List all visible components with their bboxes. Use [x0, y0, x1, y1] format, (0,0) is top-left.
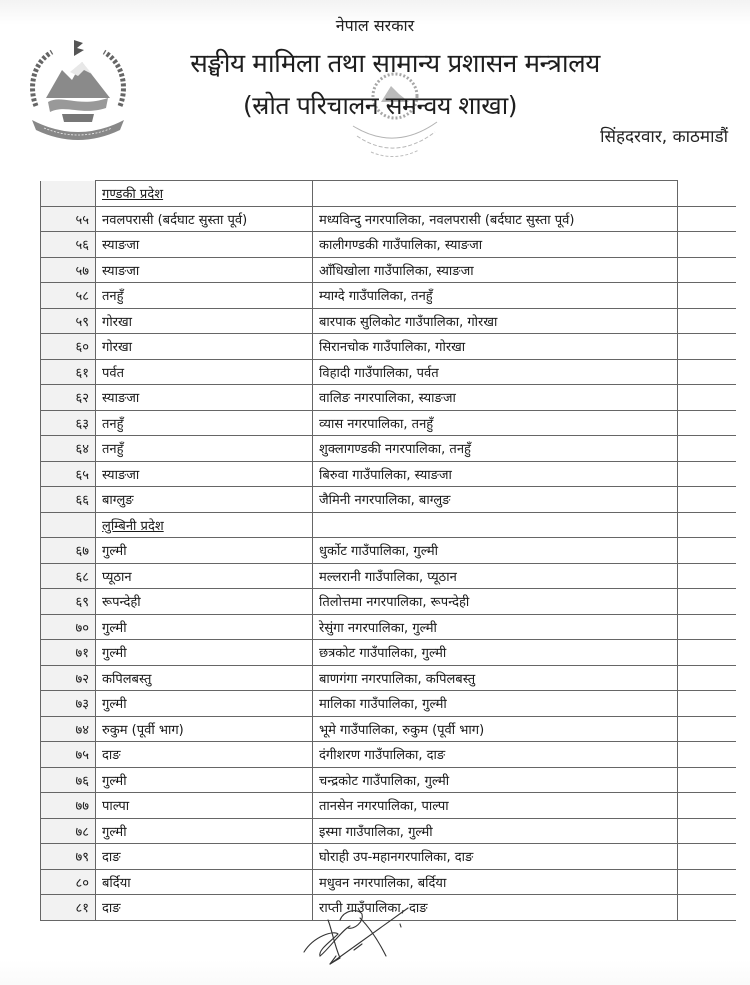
local-levels-table — [40, 180, 736, 921]
table-row — [41, 665, 736, 691]
province-header-row — [41, 512, 736, 538]
government-title: नेपाल सरकार — [335, 16, 415, 35]
table-row — [41, 410, 736, 436]
serial-number: ६६ — [41, 487, 96, 513]
local-level-name: रेसुंगा नगरपालिका, गुल्मी — [313, 614, 678, 640]
remarks-cell — [678, 461, 736, 487]
remarks-cell — [678, 767, 736, 793]
table-row — [41, 563, 736, 589]
table-row — [41, 487, 736, 513]
serial-number: ६१ — [41, 359, 96, 385]
district-name: गुल्मी — [96, 538, 313, 564]
serial-number: ६३ — [41, 410, 96, 436]
remarks-cell — [678, 512, 736, 538]
table-row — [41, 232, 736, 258]
district-name: गोरखा — [96, 334, 313, 360]
district-name: प्यूठान — [96, 563, 313, 589]
local-level-name: राप्ती गाउँपालिका, दाङ — [313, 895, 678, 921]
remarks-cell — [678, 895, 736, 921]
remarks-cell — [678, 665, 736, 691]
remarks-cell — [678, 334, 736, 360]
remarks-cell — [678, 716, 736, 742]
province-header-row — [41, 181, 736, 207]
district-name: दाङ — [96, 742, 313, 768]
table-row — [41, 818, 736, 844]
local-level-name: छत्रकोट गाउँपालिका, गुल्मी — [313, 640, 678, 666]
district-name: रुकुम (पूर्वी भाग) — [96, 716, 313, 742]
local-level-name: चन्द्रकोट गाउँपालिका, गुल्मी — [313, 767, 678, 793]
serial-number: ७३ — [41, 691, 96, 717]
serial-number: ५८ — [41, 283, 96, 309]
district-name: दाङ — [96, 844, 313, 870]
district-name: तनहुँ — [96, 283, 313, 309]
district-name: नवलपरासी (बर्दघाट सुस्ता पूर्व) — [96, 206, 313, 232]
local-level-name: सिरानचोक गाउँपालिका, गोरखा — [313, 334, 678, 360]
remarks-cell — [678, 257, 736, 283]
local-level-name: मल्लरानी गाउँपालिका, प्यूठान — [313, 563, 678, 589]
table-row — [41, 461, 736, 487]
serial-number: ७९ — [41, 844, 96, 870]
district-name: गुल्मी — [96, 640, 313, 666]
serial-number: ५९ — [41, 308, 96, 334]
serial-number: ७५ — [41, 742, 96, 768]
serial-number: ६८ — [41, 563, 96, 589]
serial-number: ७१ — [41, 640, 96, 666]
table-row — [41, 793, 736, 819]
ministry-title: सङ्घीय मामिला तथा सामान्य प्रशासन मन्त्रालय — [190, 49, 600, 79]
local-level-name: इस्मा गाउँपालिका, गुल्मी — [313, 818, 678, 844]
remarks-cell — [678, 742, 736, 768]
serial-number: ५६ — [41, 232, 96, 258]
table-row — [41, 334, 736, 360]
serial-number: ८० — [41, 869, 96, 895]
district-name: रूपन्देही — [96, 589, 313, 615]
sn-cell-empty — [41, 512, 96, 538]
table-row — [41, 614, 736, 640]
handwritten-signature — [300, 900, 420, 975]
remarks-cell — [678, 614, 736, 640]
serial-number: ६२ — [41, 385, 96, 411]
remarks-cell — [678, 844, 736, 870]
serial-number: ६४ — [41, 436, 96, 462]
district-name: गुल्मी — [96, 767, 313, 793]
local-level-name: वालिङ नगरपालिका, स्याङजा — [313, 385, 678, 411]
district-name: तनहुँ — [96, 410, 313, 436]
local-level-name: म्याग्दे गाउँपालिका, तनहुँ — [313, 283, 678, 309]
district-name: स्याङजा — [96, 461, 313, 487]
province-label: गण्डकी प्रदेश — [102, 187, 164, 203]
table-row — [41, 385, 736, 411]
district-name: गुल्मी — [96, 614, 313, 640]
remarks-cell — [678, 206, 736, 232]
serial-number: ५७ — [41, 257, 96, 283]
remarks-cell — [678, 359, 736, 385]
district-name: दाङ — [96, 895, 313, 921]
table-row — [41, 436, 736, 462]
local-level-name: भूमे गाउँपालिका, रुकुम (पूर्वी भाग) — [313, 716, 678, 742]
local-level-name: कालीगण्डकी गाउँपालिका, स्याङजा — [313, 232, 678, 258]
serial-number: ६९ — [41, 589, 96, 615]
district-name: बर्दिया — [96, 869, 313, 895]
remarks-cell — [678, 538, 736, 564]
serial-number: ५५ — [41, 206, 96, 232]
local-level-name: धुर्कोट गाउँपालिका, गुल्मी — [313, 538, 678, 564]
province-label: लुम्बिनी प्रदेश — [102, 518, 164, 534]
local-level-cell-empty — [313, 181, 678, 207]
local-level-name: दंगीशरण गाउँपालिका, दाङ — [313, 742, 678, 768]
serial-number: ७२ — [41, 665, 96, 691]
table-row — [41, 206, 736, 232]
table-row — [41, 538, 736, 564]
remarks-cell — [678, 793, 736, 819]
district-name: पाल्पा — [96, 793, 313, 819]
serial-number: ७७ — [41, 793, 96, 819]
district-name: पर्वत — [96, 359, 313, 385]
serial-number: ७० — [41, 614, 96, 640]
local-level-cell-empty — [313, 512, 678, 538]
local-level-name: तानसेन नगरपालिका, पाल्पा — [313, 793, 678, 819]
table-row — [41, 691, 736, 717]
table-row — [41, 257, 736, 283]
province-cell — [96, 512, 313, 538]
local-level-name: तिलोत्तमा नगरपालिका, रूपन्देही — [313, 589, 678, 615]
remarks-cell — [678, 308, 736, 334]
serial-number: ६७ — [41, 538, 96, 564]
province-cell — [96, 181, 313, 207]
district-name: कपिलबस्तु — [96, 665, 313, 691]
serial-number: ६५ — [41, 461, 96, 487]
table-row — [41, 283, 736, 309]
district-name: गुल्मी — [96, 691, 313, 717]
local-level-name: व्यास नगरपालिका, तनहुँ — [313, 410, 678, 436]
remarks-cell — [678, 818, 736, 844]
remarks-cell — [678, 181, 736, 207]
serial-number: ८१ — [41, 895, 96, 921]
table-body — [41, 181, 736, 921]
local-level-name: जैमिनी नगरपालिका, बाग्लुङ — [313, 487, 678, 513]
table-row — [41, 844, 736, 870]
table-row — [41, 767, 736, 793]
local-level-name: मालिका गाउँपालिका, गुल्मी — [313, 691, 678, 717]
local-level-name: शुक्लागण्डकी नगरपालिका, तनहुँ — [313, 436, 678, 462]
serial-number: ७६ — [41, 767, 96, 793]
local-level-name: घोराही उप-महानगरपालिका, दाङ — [313, 844, 678, 870]
remarks-cell — [678, 487, 736, 513]
local-level-name: विहादी गाउँपालिका, पर्वत — [313, 359, 678, 385]
serial-number: ७४ — [41, 716, 96, 742]
office-location: सिंहदरवार, काठमाडौं — [600, 127, 728, 147]
local-level-name: मधुवन नगरपालिका, बर्दिया — [313, 869, 678, 895]
remarks-cell — [678, 869, 736, 895]
district-name: गुल्मी — [96, 818, 313, 844]
local-level-name: आँधिखोला गाउँपालिका, स्याङजा — [313, 257, 678, 283]
remarks-cell — [678, 691, 736, 717]
remarks-cell — [678, 640, 736, 666]
remarks-cell — [678, 589, 736, 615]
remarks-cell — [678, 232, 736, 258]
table-row — [41, 742, 736, 768]
remarks-cell — [678, 436, 736, 462]
local-level-name: मध्यविन्दु नगरपालिका, नवलपरासी (बर्दघाट सुस्ता पूर्व) — [313, 206, 678, 232]
district-name: स्याङजा — [96, 385, 313, 411]
table-row — [41, 869, 736, 895]
local-level-name: बाणगंगा नगरपालिका, कपिलबस्तु — [313, 665, 678, 691]
remarks-cell — [678, 283, 736, 309]
district-name: गोरखा — [96, 308, 313, 334]
table-row — [41, 589, 736, 615]
remarks-cell — [678, 385, 736, 411]
district-name: बाग्लुङ — [96, 487, 313, 513]
serial-number: ६० — [41, 334, 96, 360]
remarks-cell — [678, 410, 736, 436]
local-level-name: बिरुवा गाउँपालिका, स्याङजा — [313, 461, 678, 487]
local-level-name: बारपाक सुलिकोट गाउँपालिका, गोरखा — [313, 308, 678, 334]
district-name: तनहुँ — [96, 436, 313, 462]
district-name: स्याङजा — [96, 232, 313, 258]
table-row — [41, 308, 736, 334]
table-row — [41, 359, 736, 385]
sn-cell-empty — [41, 181, 96, 207]
district-name: स्याङजा — [96, 257, 313, 283]
table-row — [41, 716, 736, 742]
table-row — [41, 640, 736, 666]
remarks-cell — [678, 563, 736, 589]
serial-number: ७८ — [41, 818, 96, 844]
branch-title: (स्रोत परिचालन समन्वय शाखा) — [243, 91, 517, 120]
